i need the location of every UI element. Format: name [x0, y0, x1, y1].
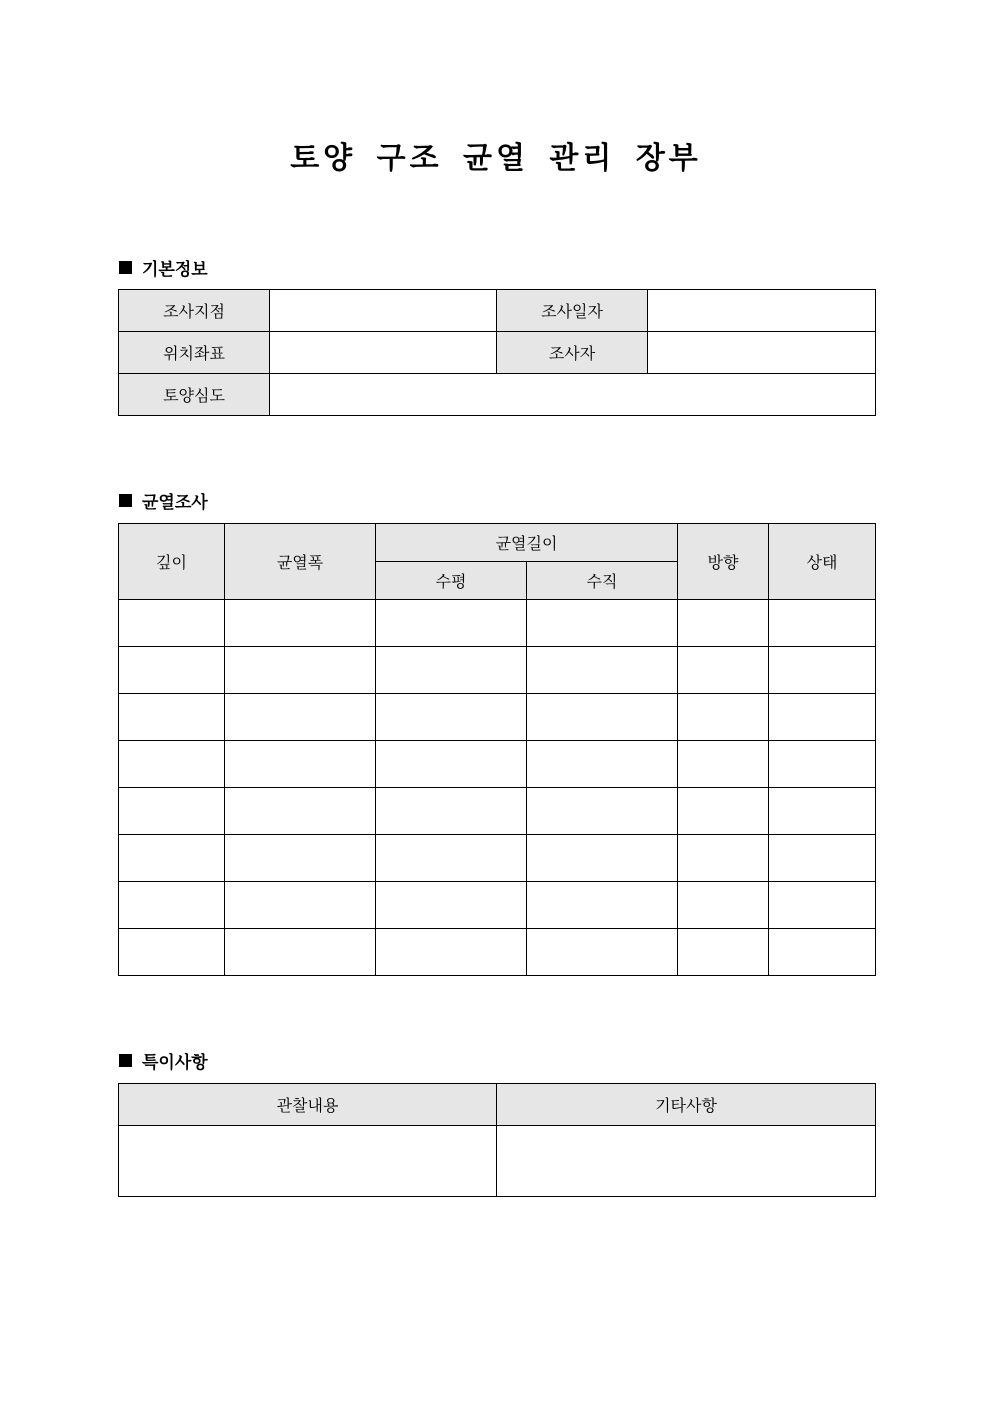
- table-cell[interactable]: [769, 694, 876, 741]
- table-cell[interactable]: [769, 600, 876, 647]
- table-cell[interactable]: [225, 882, 376, 929]
- table-cell[interactable]: [119, 788, 225, 835]
- section-heading-label: 균열조사: [142, 493, 208, 513]
- table-header-row: [119, 1084, 876, 1126]
- table-cell[interactable]: [678, 929, 769, 976]
- table-row: [119, 835, 876, 882]
- surveyor-label: 조사자: [497, 332, 648, 374]
- table-row: [119, 374, 876, 416]
- coordinates-label: 위치좌표: [119, 332, 270, 374]
- table-row: [119, 290, 876, 332]
- table-cell[interactable]: [225, 788, 376, 835]
- table-cell[interactable]: [376, 694, 527, 741]
- section-heading-basic: [119, 255, 208, 280]
- table-cell[interactable]: [119, 929, 225, 976]
- col-header-vertical: 수직: [527, 562, 678, 600]
- section-heading-notes: [119, 1048, 208, 1073]
- table-cell[interactable]: [678, 600, 769, 647]
- section-heading-crack: [119, 488, 208, 513]
- survey-site-field[interactable]: [270, 290, 497, 332]
- col-header-horizontal: 수평: [376, 562, 527, 600]
- table-cell[interactable]: [119, 647, 225, 694]
- table-row: [119, 694, 876, 741]
- soil-depth-field[interactable]: [270, 374, 876, 416]
- table-cell[interactable]: [376, 741, 527, 788]
- col-header-width: 균열폭: [225, 524, 376, 600]
- table-cell[interactable]: [527, 741, 678, 788]
- table-cell[interactable]: [678, 741, 769, 788]
- table-cell[interactable]: [225, 741, 376, 788]
- square-bullet-icon: [119, 261, 132, 274]
- table-header-row: [119, 524, 876, 562]
- table-cell[interactable]: [769, 788, 876, 835]
- table-row: [119, 882, 876, 929]
- survey-date-label: 조사일자: [497, 290, 648, 332]
- basic-info-table: [118, 289, 876, 416]
- section-heading-label: 특이사항: [142, 1053, 208, 1073]
- table-cell[interactable]: [376, 647, 527, 694]
- square-bullet-icon: [119, 494, 132, 507]
- table-cell[interactable]: [678, 882, 769, 929]
- table-cell[interactable]: [527, 835, 678, 882]
- survey-date-field[interactable]: [648, 290, 876, 332]
- table-cell[interactable]: [225, 694, 376, 741]
- table-cell[interactable]: [119, 835, 225, 882]
- soil-depth-label: 토양심도: [119, 374, 270, 416]
- table-cell[interactable]: [678, 694, 769, 741]
- table-cell[interactable]: [376, 788, 527, 835]
- table-cell[interactable]: [527, 647, 678, 694]
- survey-site-label: 조사지점: [119, 290, 270, 332]
- square-bullet-icon: [119, 1054, 132, 1067]
- table-row: [119, 647, 876, 694]
- table-cell[interactable]: [678, 647, 769, 694]
- col-header-status: 상태: [769, 524, 876, 600]
- table-cell[interactable]: [225, 647, 376, 694]
- table-cell[interactable]: [119, 600, 225, 647]
- observation-field[interactable]: [119, 1126, 497, 1197]
- table-cell[interactable]: [678, 788, 769, 835]
- table-cell[interactable]: [527, 788, 678, 835]
- table-cell[interactable]: [769, 929, 876, 976]
- table-row: [119, 600, 876, 647]
- table-row: [119, 788, 876, 835]
- table-cell[interactable]: [225, 600, 376, 647]
- table-cell[interactable]: [769, 647, 876, 694]
- other-notes-label: 기타사항: [497, 1084, 876, 1126]
- table-cell[interactable]: [769, 882, 876, 929]
- table-cell[interactable]: [527, 694, 678, 741]
- table-cell[interactable]: [225, 835, 376, 882]
- section-heading-label: 기본정보: [142, 260, 208, 280]
- crack-survey-table: [118, 523, 876, 976]
- special-notes-table: [118, 1083, 876, 1197]
- table-cell[interactable]: [678, 835, 769, 882]
- table-cell[interactable]: [119, 741, 225, 788]
- surveyor-field[interactable]: [648, 332, 876, 374]
- table-cell[interactable]: [769, 741, 876, 788]
- table-cell[interactable]: [527, 600, 678, 647]
- table-cell[interactable]: [225, 929, 376, 976]
- page-title: 토양 구조 균열 관리 장부: [290, 141, 702, 176]
- table-row: [119, 929, 876, 976]
- table-cell[interactable]: [119, 694, 225, 741]
- col-header-length: 균열길이: [376, 524, 678, 562]
- table-cell[interactable]: [527, 882, 678, 929]
- col-header-direction: 방향: [678, 524, 769, 600]
- table-cell[interactable]: [376, 835, 527, 882]
- table-cell[interactable]: [376, 882, 527, 929]
- other-notes-field[interactable]: [497, 1126, 876, 1197]
- table-cell[interactable]: [376, 600, 527, 647]
- col-header-depth: 깊이: [119, 524, 225, 600]
- table-cell[interactable]: [119, 882, 225, 929]
- table-row: [119, 1126, 876, 1197]
- table-row: [119, 332, 876, 374]
- table-cell[interactable]: [769, 835, 876, 882]
- table-cell[interactable]: [376, 929, 527, 976]
- observation-label: 관찰내용: [119, 1084, 497, 1126]
- table-cell[interactable]: [527, 929, 678, 976]
- table-row: [119, 741, 876, 788]
- coordinates-field[interactable]: [270, 332, 497, 374]
